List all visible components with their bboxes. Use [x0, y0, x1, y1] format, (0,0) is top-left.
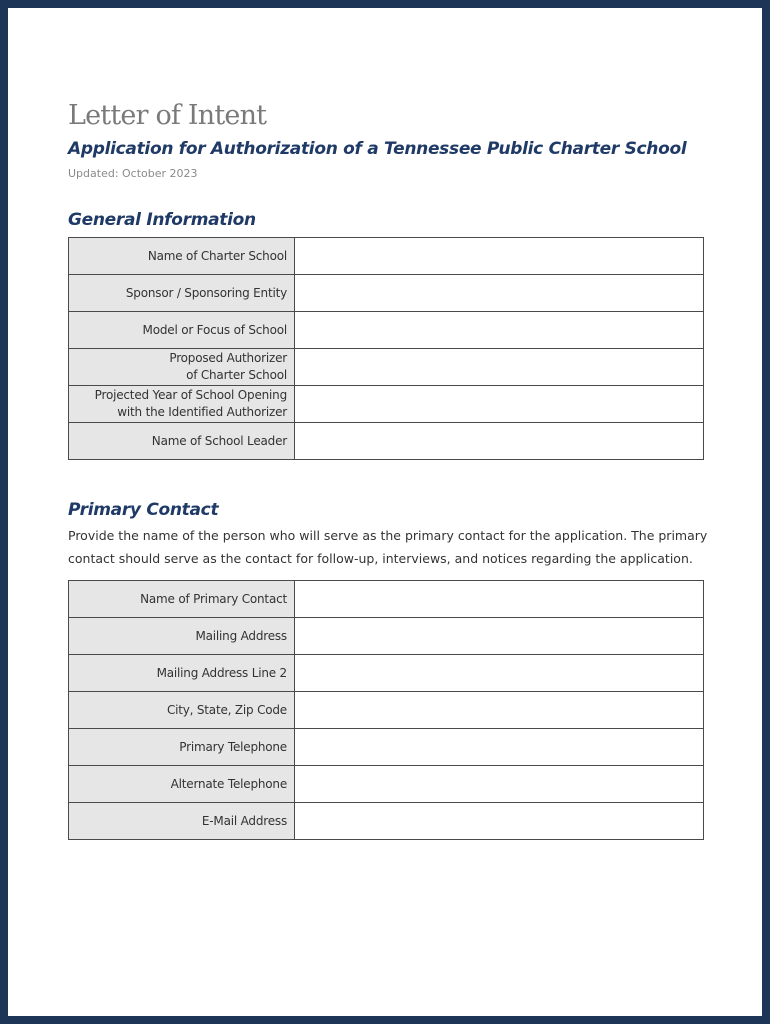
sponsor-field[interactable]	[295, 275, 704, 312]
field-label: Mailing Address	[69, 618, 295, 655]
document-subtitle: Application for Authorization of a Tennessee Public Charter School	[68, 139, 687, 159]
model-focus-field[interactable]	[295, 312, 704, 349]
mailing-address-line2-field[interactable]	[295, 655, 704, 692]
field-label: E-Mail Address	[69, 803, 295, 840]
field-label: Proposed Authorizer of Charter School	[69, 349, 295, 386]
table-row	[69, 803, 704, 840]
field-label: Name of School Leader	[69, 423, 295, 460]
document-page	[8, 8, 762, 1016]
table-row	[69, 655, 704, 692]
general-information-table	[68, 237, 704, 460]
field-label: Mailing Address Line 2	[69, 655, 295, 692]
updated-date: Updated: October 2023	[68, 167, 198, 180]
field-label: Name of Primary Contact	[69, 581, 295, 618]
primary-telephone-field[interactable]	[295, 729, 704, 766]
table-row	[69, 692, 704, 729]
field-label: Alternate Telephone	[69, 766, 295, 803]
school-leader-field[interactable]	[295, 423, 704, 460]
mailing-address-field[interactable]	[295, 618, 704, 655]
field-label: Sponsor / Sponsoring Entity	[69, 275, 295, 312]
email-address-field[interactable]	[295, 803, 704, 840]
alternate-telephone-field[interactable]	[295, 766, 704, 803]
table-row	[69, 423, 704, 460]
table-row	[69, 275, 704, 312]
table-row	[69, 729, 704, 766]
field-label: City, State, Zip Code	[69, 692, 295, 729]
proposed-authorizer-field[interactable]	[295, 349, 704, 386]
document-title: Letter of Intent	[68, 100, 267, 131]
primary-contact-heading: Primary Contact	[68, 500, 219, 520]
field-label: Name of Charter School	[69, 238, 295, 275]
table-row	[69, 766, 704, 803]
table-row	[69, 386, 704, 423]
field-label: Projected Year of School Opening with the Identified Authorizer	[69, 386, 295, 423]
city-state-zip-field[interactable]	[295, 692, 704, 729]
table-row	[69, 618, 704, 655]
field-label: Model or Focus of School	[69, 312, 295, 349]
field-label: Primary Telephone	[69, 729, 295, 766]
table-row	[69, 349, 704, 386]
charter-school-name-field[interactable]	[295, 238, 704, 275]
primary-contact-name-field[interactable]	[295, 581, 704, 618]
general-information-heading: General Information	[68, 210, 256, 230]
table-row	[69, 238, 704, 275]
primary-contact-description: Provide the name of the person who will serve as the primary contact for the application. The primary contact should serve as the contact for follow-up, interviews, and notices regarding the application.	[68, 528, 708, 566]
projected-year-field[interactable]	[295, 386, 704, 423]
table-row	[69, 312, 704, 349]
primary-contact-table	[68, 580, 704, 840]
table-row	[69, 581, 704, 618]
